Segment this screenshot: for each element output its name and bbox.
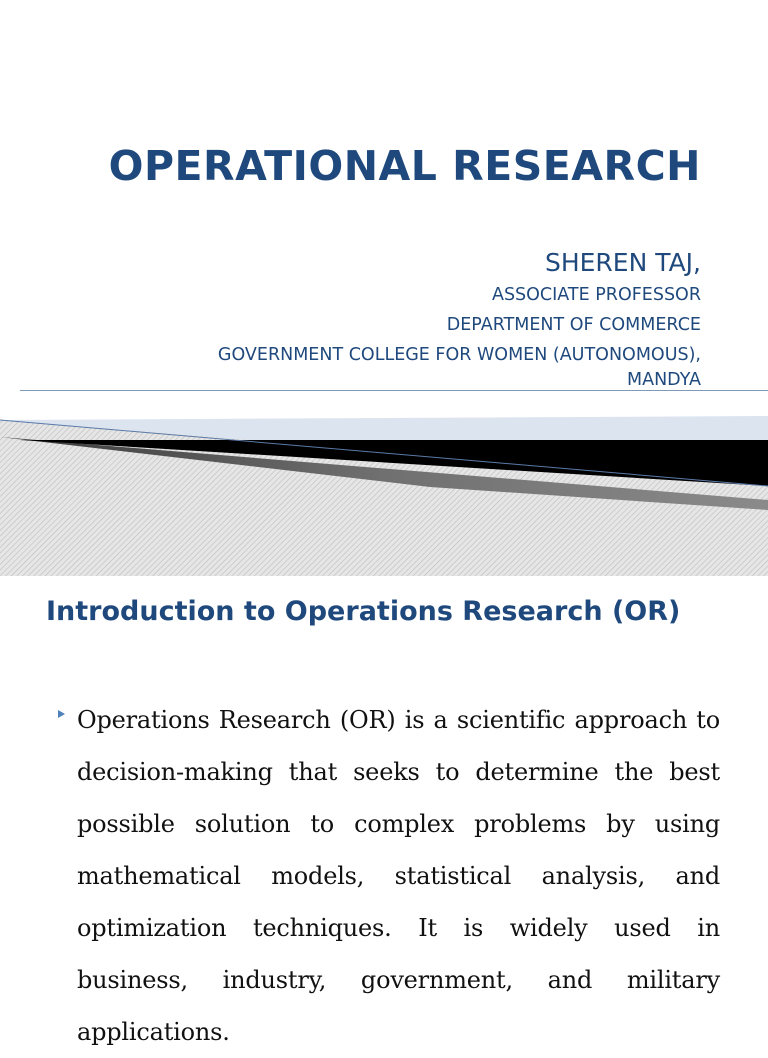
presenter-name: SHEREN TAJ, (544, 248, 701, 277)
presenter-department: DEPARTMENT OF COMMERCE (446, 315, 701, 335)
slide-heading: Introduction to Operations Research (OR) (46, 596, 681, 627)
presenter-city: MANDYA (627, 370, 701, 390)
triangle-bullet-icon (58, 710, 65, 718)
title-divider (20, 390, 768, 391)
decorative-wedge-band (0, 400, 768, 576)
slide-title: OPERATIONAL RESEARCH (108, 142, 701, 190)
content-slide (0, 576, 768, 1046)
presenter-role: ASSOCIATE PROFESSOR (491, 285, 701, 305)
presenter-college: GOVERNMENT COLLEGE FOR WOMEN (AUTONOMOUS), (217, 345, 701, 365)
bullet-text: Operations Research (OR) is a scientific approach to decision-making that seeks to determine the best possible solution to complex problems by using mathematical models, statistical analysis, and optimization techniques. It is widely used in business, industry, government, and military applications. (77, 706, 720, 1046)
